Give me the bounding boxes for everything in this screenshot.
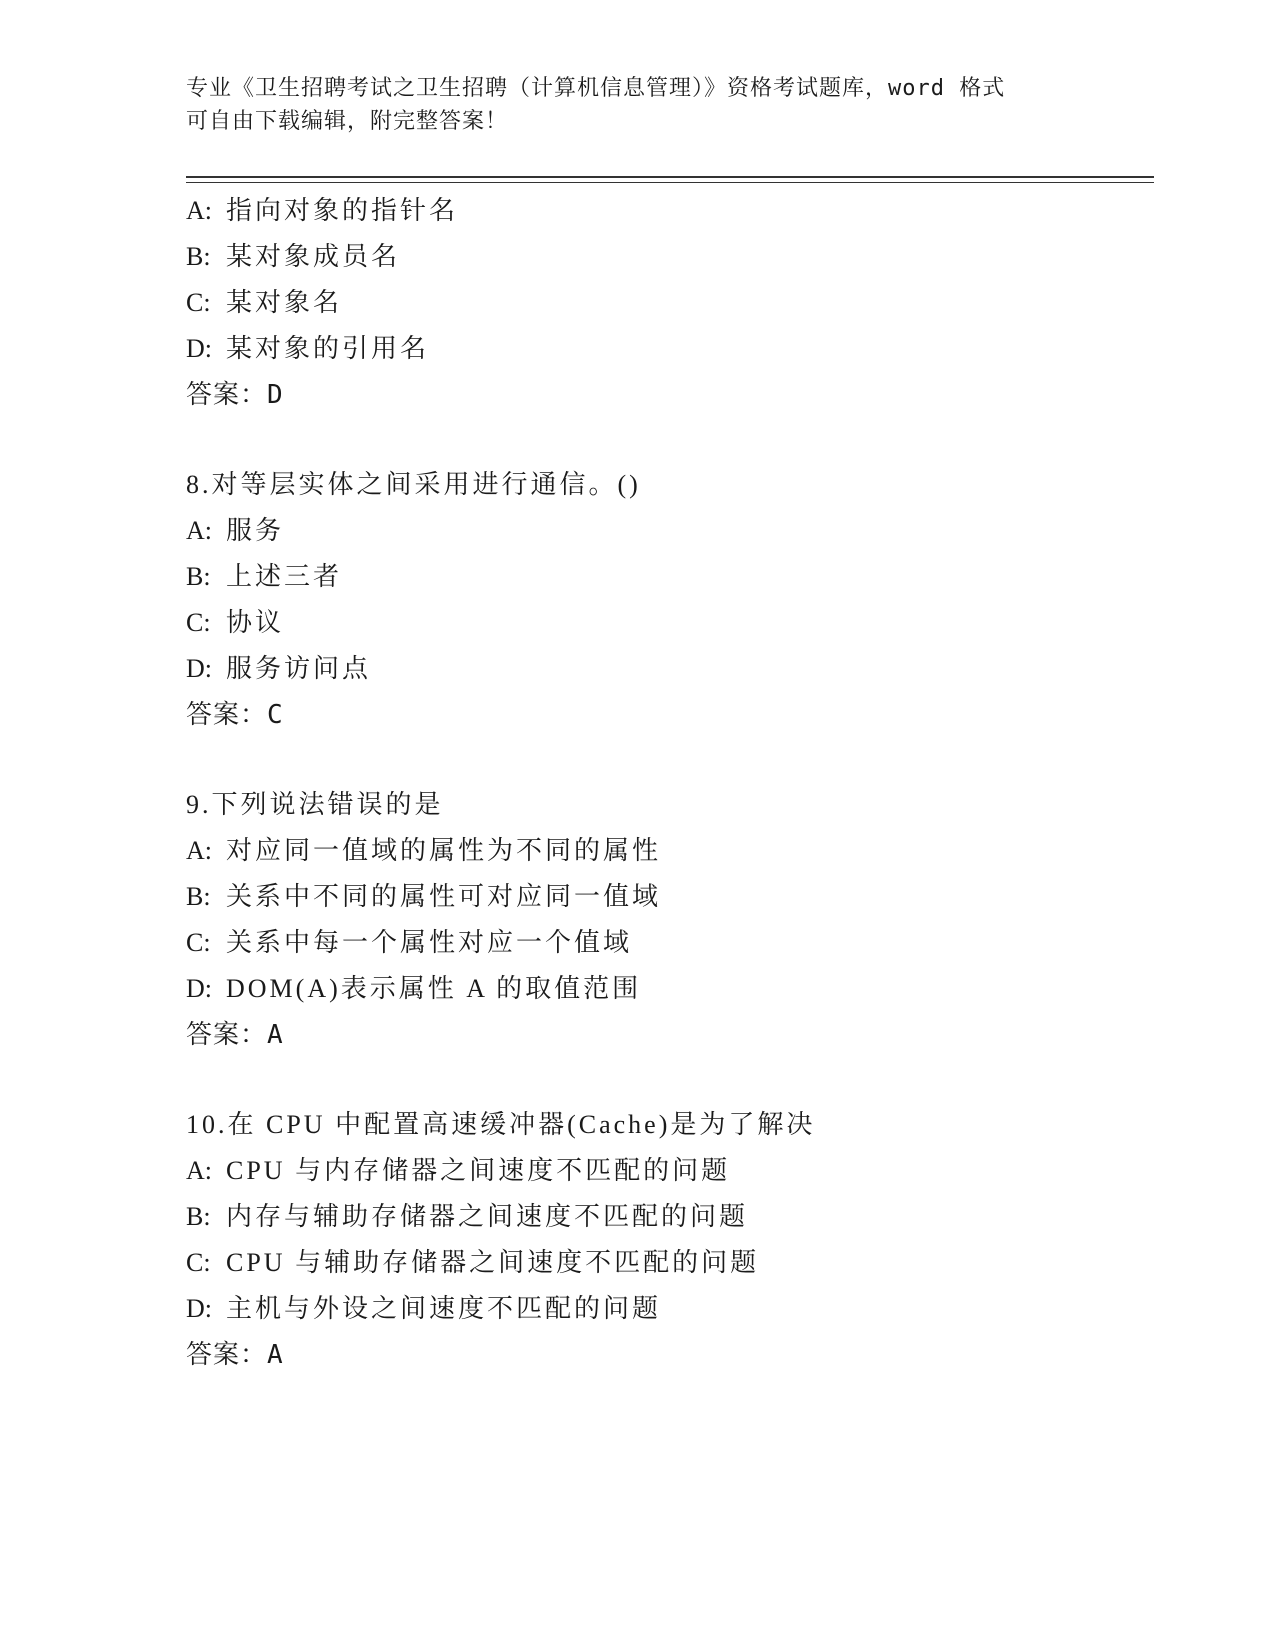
option-a xyxy=(186,828,1146,874)
option-letter: C: xyxy=(186,288,211,317)
option-b xyxy=(186,1194,1146,1240)
option-letter: C: xyxy=(186,608,211,637)
option-letter: C: xyxy=(186,928,211,957)
question-block-7 xyxy=(186,188,1146,418)
option-c xyxy=(186,280,1146,326)
question-text: 9.下列说法错误的是 xyxy=(186,790,444,819)
answer-line xyxy=(186,372,1146,418)
option-text: 某对象的引用名 xyxy=(226,334,430,363)
option-c xyxy=(186,600,1146,646)
header-line-2: 可自由下载编辑，附完整答案！ xyxy=(186,109,509,134)
option-text: 内存与辅助存储器之间速度不匹配的问题 xyxy=(226,1202,749,1231)
option-text: 关系中每一个属性对应一个值域 xyxy=(226,928,633,957)
option-d xyxy=(186,966,1146,1012)
option-d xyxy=(186,326,1146,372)
option-text: 服务访问点 xyxy=(226,654,372,683)
answer-value: D xyxy=(267,380,284,410)
option-letter: A: xyxy=(186,516,212,545)
answer-label: 答案： xyxy=(186,1340,268,1370)
option-text: 指向对象的指针名 xyxy=(226,196,459,225)
option-letter: A: xyxy=(186,836,212,865)
option-b xyxy=(186,554,1146,600)
option-letter: A: xyxy=(186,1156,212,1185)
answer-value: C xyxy=(267,700,284,730)
option-letter: B: xyxy=(186,882,211,911)
option-text: 主机与外设之间速度不匹配的问题 xyxy=(226,1294,662,1323)
option-c xyxy=(186,920,1146,966)
option-a xyxy=(186,508,1146,554)
option-a xyxy=(186,188,1146,234)
option-text: 协议 xyxy=(226,608,285,637)
question-list xyxy=(186,188,1146,1378)
document-header xyxy=(186,72,1066,138)
answer-label: 答案： xyxy=(186,700,268,730)
answer-value: A xyxy=(267,1340,284,1370)
spacer xyxy=(186,418,1146,462)
answer-value: A xyxy=(267,1020,284,1050)
option-text: CPU 与内存储器之间速度不匹配的问题 xyxy=(226,1156,731,1185)
option-b xyxy=(186,874,1146,920)
question-text: 8.对等层实体之间采用进行通信。() xyxy=(186,470,641,499)
option-a xyxy=(186,1148,1146,1194)
option-d xyxy=(186,646,1146,692)
option-letter: D: xyxy=(186,334,212,363)
option-text: 某对象名 xyxy=(226,288,343,317)
spacer xyxy=(186,738,1146,782)
option-letter: B: xyxy=(186,1202,211,1231)
option-b xyxy=(186,234,1146,280)
option-text: 服务 xyxy=(226,516,285,545)
option-letter: D: xyxy=(186,654,212,683)
header-divider-thin xyxy=(186,182,1154,183)
option-text: CPU 与辅助存储器之间速度不匹配的问题 xyxy=(226,1248,760,1277)
option-c xyxy=(186,1240,1146,1286)
answer-line xyxy=(186,692,1146,738)
option-letter: D: xyxy=(186,1294,212,1323)
option-letter: C: xyxy=(186,1248,211,1277)
option-letter: A: xyxy=(186,196,212,225)
option-text: 对应同一值域的属性为不同的属性 xyxy=(226,836,662,865)
answer-label: 答案： xyxy=(186,1020,268,1050)
option-text: 上述三者 xyxy=(226,562,343,591)
question-block-9 xyxy=(186,782,1146,1058)
header-line-1: 专业《卫生招聘考试之卫生招聘（计算机信息管理）》资格考试题库，word 格式 xyxy=(186,76,1006,101)
question-block-8 xyxy=(186,462,1146,738)
question-block-10 xyxy=(186,1102,1146,1378)
option-d xyxy=(186,1286,1146,1332)
option-letter: B: xyxy=(186,562,211,591)
spacer xyxy=(186,1058,1146,1102)
option-text: 某对象成员名 xyxy=(226,242,401,271)
answer-line xyxy=(186,1012,1146,1058)
header-divider-thick xyxy=(186,176,1154,178)
answer-line xyxy=(186,1332,1146,1378)
question-text: 10.在 CPU 中配置高速缓冲器(Cache)是为了解决 xyxy=(186,1110,816,1139)
option-letter: D: xyxy=(186,974,212,1003)
option-letter: B: xyxy=(186,242,211,271)
option-text: DOM(A)表示属性 A 的取值范围 xyxy=(226,974,642,1003)
answer-label: 答案： xyxy=(186,380,268,410)
option-text: 关系中不同的属性可对应同一值域 xyxy=(226,882,662,911)
